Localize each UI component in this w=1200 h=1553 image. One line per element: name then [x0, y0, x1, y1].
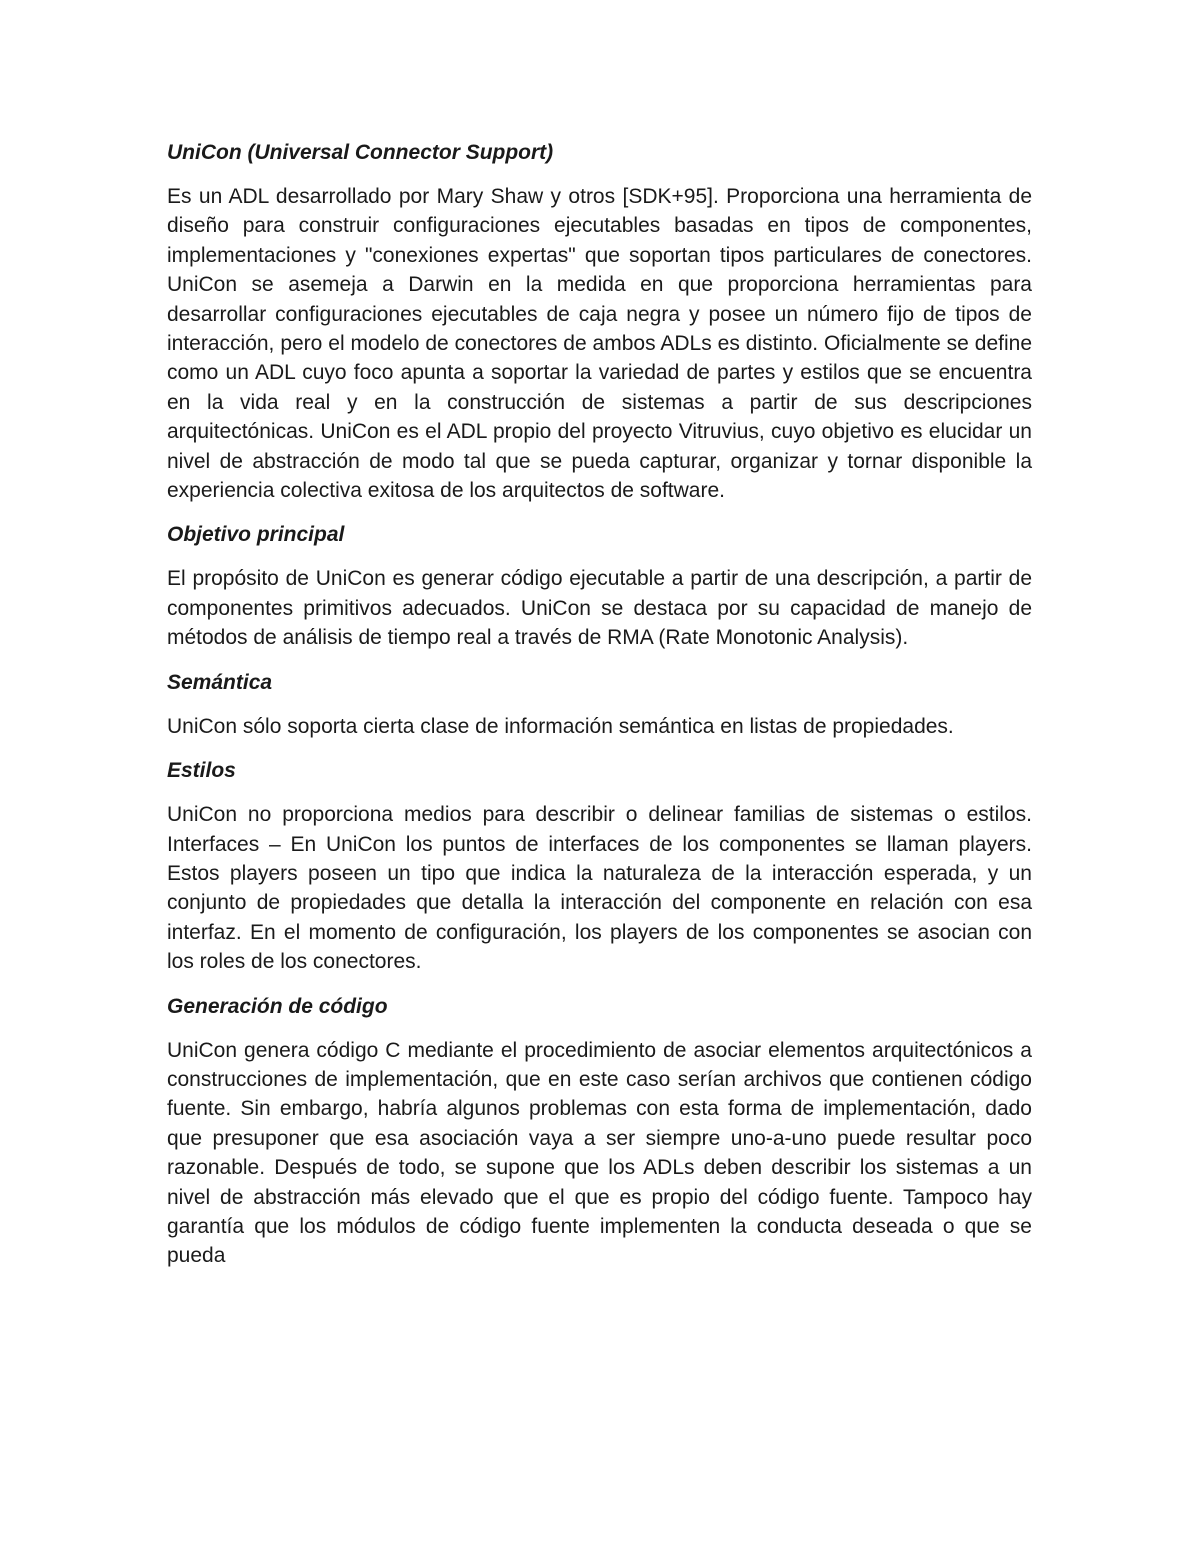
section-semantica — [167, 668, 1032, 741]
section-paragraph: UniCon no proporciona medios para describir o delinear familias de sistemas o estilos. Interfaces – En UniCon los puntos de interfaces de los componentes se llaman players. Estos players poseen un tipo que indica la naturaleza de la interacción esperada, y un conjunto de propiedades que detalla la interacción del componente en relación con esa interfaz. En el momento de configuración, los players de los componentes se asocian con los roles de los conectores. — [167, 803, 1032, 974]
section-objetivo-principal — [167, 520, 1032, 652]
section-heading: Estilos — [167, 759, 236, 783]
section-paragraph: El propósito de UniCon es generar código ejecutable a partir de una descripción, a partir de componentes primitivos adecuados. UniCon se destaca por su capacidad de manejo de métodos de análisis de tiempo real a través de RMA (Rate Monotonic Analysis). — [167, 567, 1032, 650]
section-generacion-de-codigo — [167, 992, 1032, 1271]
section-unicon — [167, 138, 1032, 505]
section-paragraph: UniCon sólo soporta cierta clase de información semántica en listas de propiedades. — [167, 714, 954, 738]
section-estilos — [167, 756, 1032, 976]
section-heading: Generación de código — [167, 994, 388, 1018]
section-paragraph: UniCon genera código C mediante el procedimiento de asociar elementos arquitectónicos a construcciones de implementación, que en este caso serían archivos que contienen código fuente. Sin embargo, habría algunos problemas con esta forma de implementación, dado que presuponer que esa asociación vaya a ser siempre uno-a-uno puede resultar poco razonable. Después de todo, se supone que los ADLs deben describir los sistemas a un nivel de abstracción más elevado que el que es propio del código fuente. Tampoco hay garantía que los módulos de código fuente implementen la conducta deseada o que se pueda — [167, 1038, 1032, 1268]
section-heading: Objetivo principal — [167, 523, 345, 547]
section-heading: UniCon (Universal Connector Support) — [167, 141, 554, 164]
section-heading: Semántica — [167, 670, 273, 694]
document-page — [167, 138, 1032, 1286]
section-paragraph: Es un ADL desarrollado por Mary Shaw y otros [SDK+95]. Proporciona una herramienta de diseño para construir configuraciones ejecutables basadas en tipos de componentes, implementaciones y "conexiones expertas" que soportan tipos particulares de conectores. UniCon se asemeja a Darwin en la medida en que proporciona herramientas para desarrollar configuraciones ejecutables de caja negra y posee un número fijo de tipos de interacción, pero el modelo de conectores de ambos ADLs es distinto. Oficialmente se define como un ADL cuyo foco apunta a soportar la variedad de partes y estilos que se encuentra en la vida real y en la construcción de sistemas a partir de sus descripciones arquitectónicas. UniCon es el ADL propio del proyecto Vitruvius, cuyo objetivo es elucidar un nivel de abstracción de modo tal que se pueda capturar, organizar y tornar disponible la experiencia colectiva exitosa de los arquitectos de software. — [167, 185, 1032, 503]
